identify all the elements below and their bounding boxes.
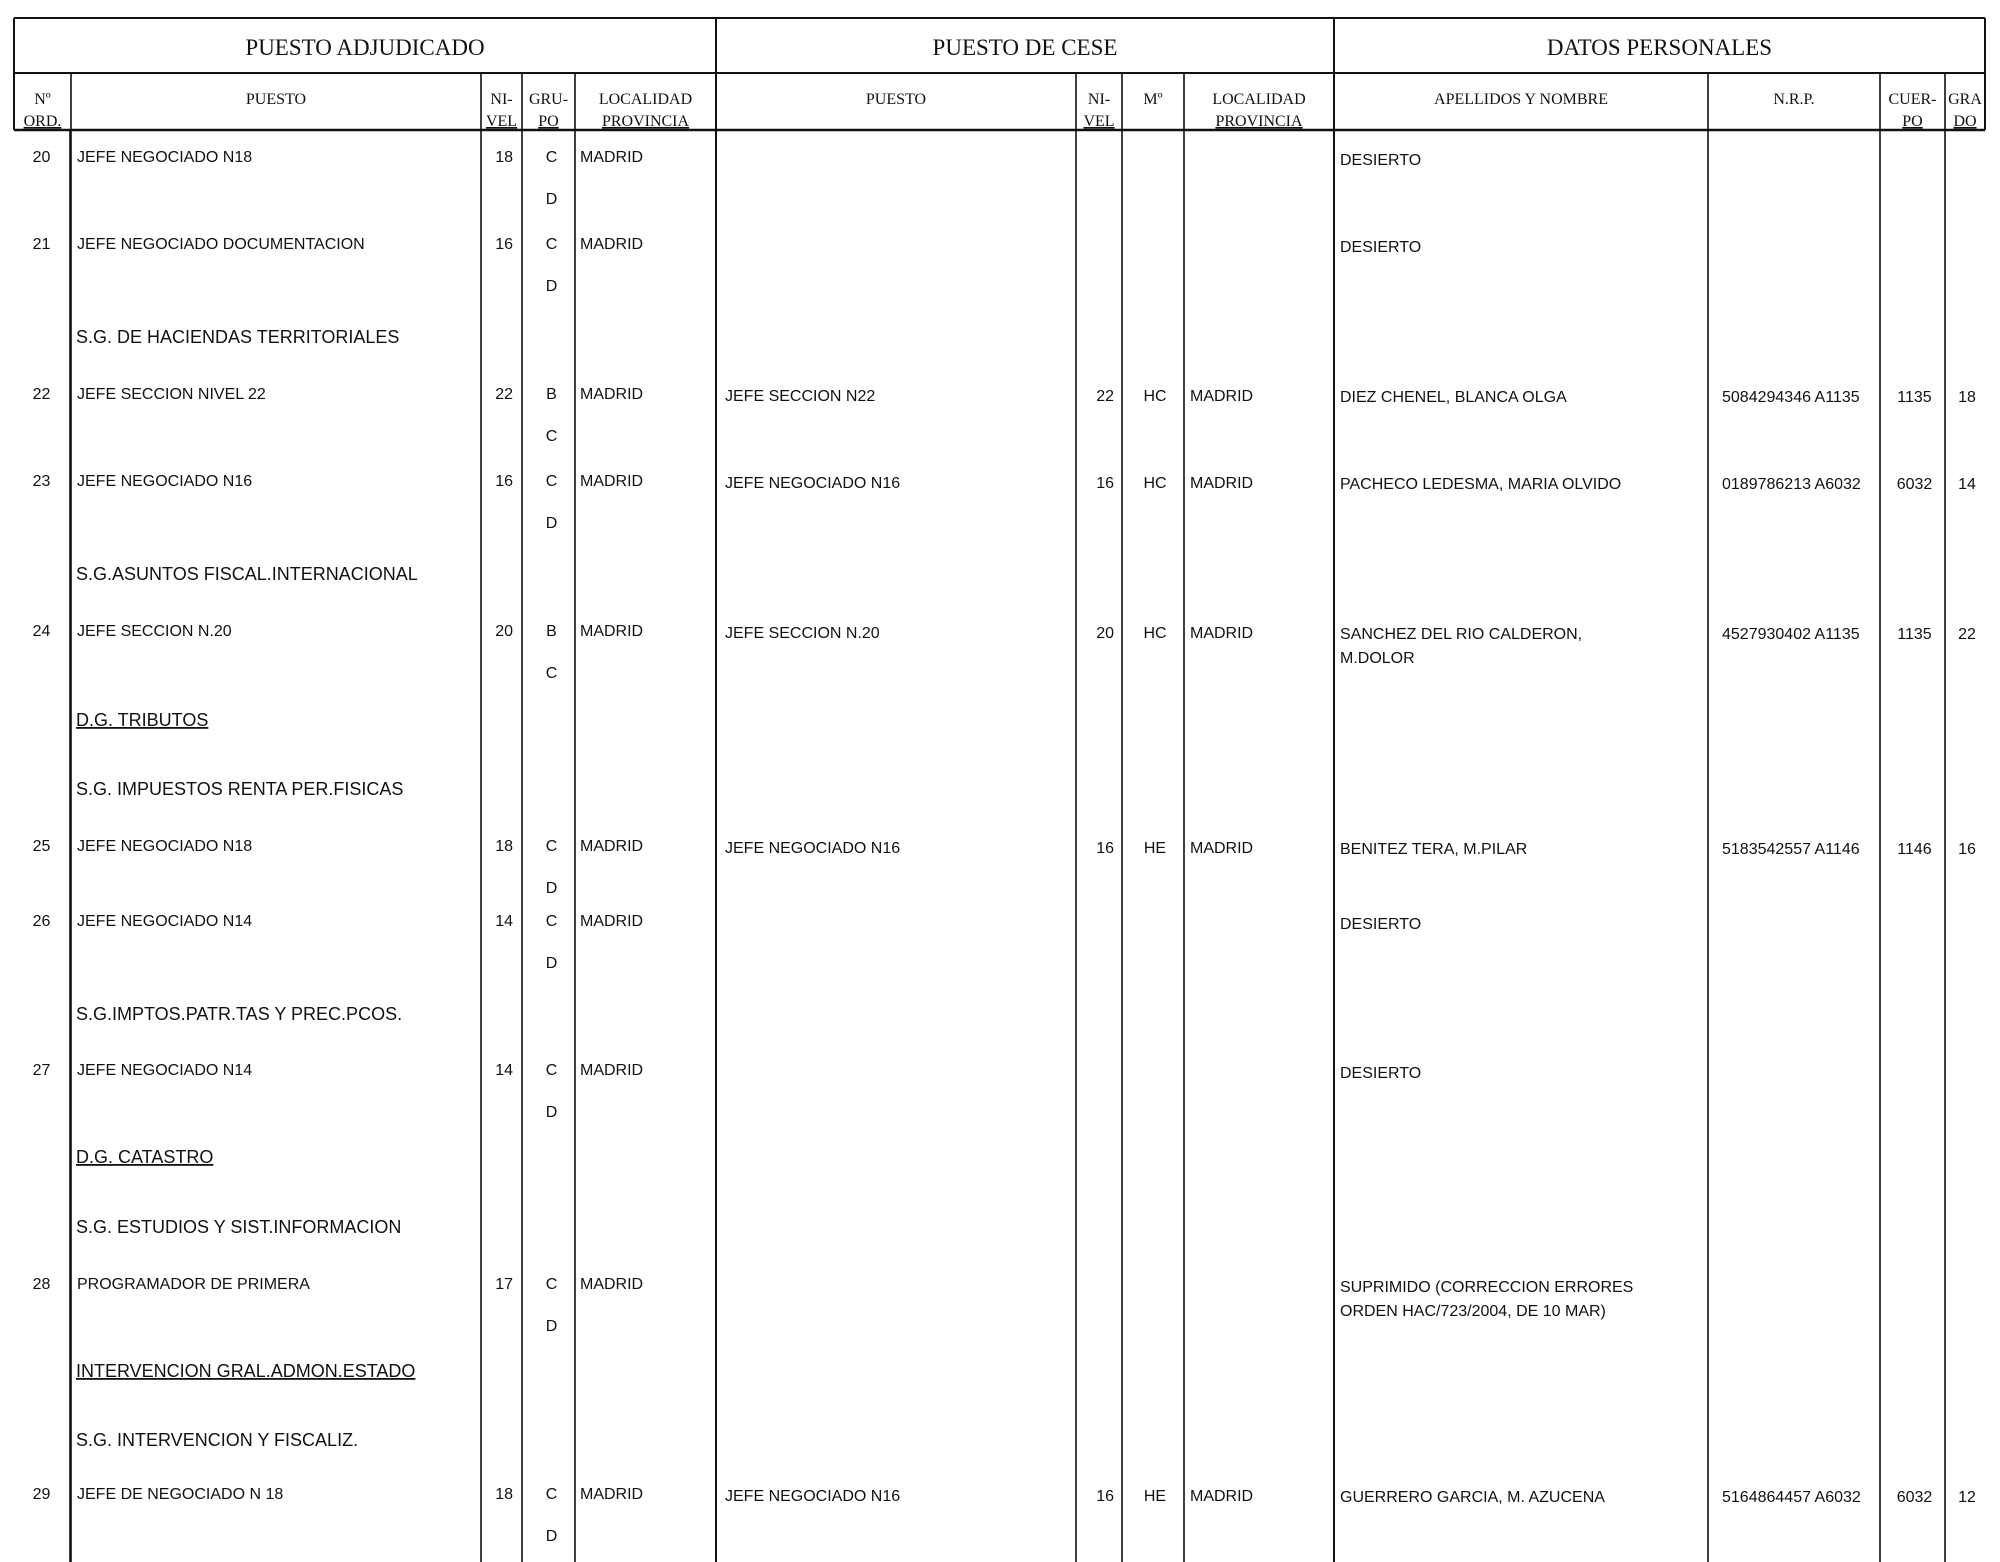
entry-puesto: JEFE NEGOCIADO DOCUMENTACION (77, 236, 365, 253)
column-header-cese_localidad: PROVINCIA (1215, 113, 1303, 130)
entry-cese-localidad: MADRID (1190, 475, 1254, 492)
entry-localidad: MADRID (580, 149, 644, 166)
entry-nombre: BENITEZ TERA, M.PILAR (1340, 841, 1528, 858)
entry-grupo: D (545, 880, 558, 897)
entry-localidad: MADRID (580, 473, 644, 490)
section-subheading: S.G.ASUNTOS FISCAL.INTERNACIONAL (76, 564, 418, 584)
entry-nrp: 5164864457 A6032 (1722, 1489, 1861, 1506)
entry-grupo: C (545, 236, 558, 253)
entry-number: 21 (32, 236, 51, 253)
entry-nombre: DESIERTO (1340, 916, 1422, 933)
column-header-grupo: PO (538, 113, 559, 130)
entry-number: 23 (32, 473, 51, 490)
entry-cuerpo: 6032 (1896, 1489, 1933, 1506)
entry-cese-puesto: JEFE SECCION N.20 (725, 625, 880, 642)
entry-puesto: JEFE SECCION NIVEL 22 (77, 386, 266, 403)
column-header-localidad: LOCALIDAD (598, 91, 693, 108)
entry-localidad: MADRID (580, 236, 644, 253)
entry-grupo: B (546, 386, 557, 403)
section-title-cese: PUESTO DE CESE (932, 35, 1118, 60)
table-header (24, 35, 1983, 130)
entry-grupo: D (545, 191, 558, 208)
entry-nivel: 18 (495, 838, 513, 855)
entry-puesto: JEFE NEGOCIADO N14 (77, 913, 253, 930)
entry-cese-m: HC (1143, 625, 1167, 642)
entry-puesto: JEFE NEGOCIADO N18 (77, 838, 253, 855)
entry-puesto: JEFE DE NEGOCIADO N 18 (77, 1486, 284, 1503)
section-subheading: S.G.IMPTOS.PATR.TAS Y PREC.PCOS. (76, 1004, 403, 1024)
entry-nombre: PACHECO LEDESMA, MARIA OLVIDO (1340, 476, 1622, 493)
entry-puesto: JEFE NEGOCIADO N16 (77, 473, 253, 490)
entry-grado: 14 (1958, 476, 1976, 493)
column-header-nivel: NI- (490, 91, 513, 108)
column-header-cuerpo: CUER- (1888, 91, 1937, 108)
entry-cese-nivel: 20 (1096, 625, 1114, 642)
entry-grupo: C (545, 149, 558, 166)
entry-grupo: D (545, 955, 558, 972)
entry-nombre: SUPRIMIDO (CORRECCION ERRORES (1340, 1279, 1634, 1296)
entry-cese-localidad: MADRID (1190, 1488, 1254, 1505)
entry-nivel: 14 (495, 1062, 513, 1079)
entry-nombre: DESIERTO (1340, 239, 1422, 256)
entry-nrp: 0189786213 A6032 (1722, 476, 1861, 493)
column-header-num: Nº (34, 91, 51, 108)
entry-cese-nivel: 22 (1096, 388, 1114, 405)
entry-grupo: C (545, 1486, 558, 1503)
entry-cese-m: HE (1143, 840, 1167, 857)
entry-number: 24 (32, 623, 51, 640)
entry-puesto: JEFE NEGOCIADO N18 (77, 149, 253, 166)
section-subheading: S.G. DE HACIENDAS TERRITORIALES (76, 327, 400, 347)
column-header-grupo: GRU- (528, 91, 569, 108)
column-header-grado: DO (1953, 113, 1977, 130)
entry-grupo: D (545, 515, 558, 532)
entry-nombre: ORDEN HAC/723/2004, DE 10 MAR) (1340, 1303, 1606, 1320)
entry-cese-puesto: JEFE SECCION N22 (725, 388, 876, 405)
entry-number: 27 (32, 1062, 51, 1079)
entry-cuerpo: 1135 (1897, 389, 1932, 406)
column-header-grado: GRA (1948, 91, 1982, 108)
entry-cese-nivel: 16 (1096, 475, 1114, 492)
column-header-localidad: PROVINCIA (601, 113, 690, 130)
entry-nivel: 20 (495, 623, 513, 640)
section-subheading: S.G. IMPUESTOS RENTA PER.FISICAS (76, 779, 404, 799)
column-header-cese_nivel: VEL (1083, 113, 1115, 130)
entry-cuerpo: 6032 (1896, 476, 1933, 493)
entry-nivel: 16 (495, 473, 513, 490)
entry-puesto: PROGRAMADOR DE PRIMERA (77, 1276, 310, 1293)
entry-number: 20 (32, 149, 51, 166)
entry-grado: 16 (1958, 841, 1976, 858)
entry-cuerpo: 1135 (1897, 626, 1932, 643)
entry-localidad: MADRID (580, 623, 644, 640)
entry-cese-m: HC (1143, 388, 1167, 405)
entry-grupo: C (545, 913, 558, 930)
column-header-cese_nivel: NI- (1087, 91, 1111, 108)
entry-grupo: C (545, 1276, 558, 1293)
entry-grado: 22 (1958, 626, 1976, 643)
entry-grado: 12 (1958, 1489, 1976, 1506)
entry-puesto: JEFE NEGOCIADO N14 (77, 1062, 253, 1079)
entry-cese-localidad: MADRID (1190, 625, 1254, 642)
entry-cese-puesto: JEFE NEGOCIADO N16 (725, 475, 901, 492)
entry-nivel: 14 (495, 913, 513, 930)
entry-cese-puesto: JEFE NEGOCIADO N16 (725, 840, 901, 857)
entry-grupo: B (546, 623, 557, 640)
entry-cese-localidad: MADRID (1190, 840, 1254, 857)
entry-nombre: DIEZ CHENEL, BLANCA OLGA (1340, 389, 1567, 406)
entry-nombre: SANCHEZ DEL RIO CALDERON, (1340, 626, 1583, 643)
entry-cese-puesto: JEFE NEGOCIADO N16 (725, 1488, 901, 1505)
entry-cese-m: HE (1143, 1488, 1167, 1505)
entry-number: 22 (32, 386, 51, 403)
entry-nombre: DESIERTO (1340, 152, 1422, 169)
section-subheading: INTERVENCION GRAL.ADMON.ESTADO (76, 1361, 416, 1381)
entry-grupo: D (545, 278, 558, 295)
entry-number: 26 (32, 913, 51, 930)
column-header-num: ORD. (23, 113, 62, 130)
entry-localidad: MADRID (580, 913, 644, 930)
entry-nivel: 16 (495, 236, 513, 253)
entry-nrp: 5084294346 A1135 (1722, 389, 1860, 406)
entry-grupo: D (545, 1104, 558, 1121)
section-subheading: S.G. INTERVENCION Y FISCALIZ. (76, 1430, 359, 1450)
column-header-apellidos: APELLIDOS Y NOMBRE (1434, 91, 1608, 108)
entry-puesto: JEFE SECCION N.20 (77, 623, 232, 640)
entry-nrp: 4527930402 A1135 (1722, 626, 1860, 643)
entry-number: 29 (32, 1486, 51, 1503)
entry-nivel: 18 (495, 1486, 513, 1503)
entry-grupo: C (545, 473, 558, 490)
column-header-nivel: VEL (485, 113, 518, 130)
entry-nivel: 17 (495, 1276, 513, 1293)
entry-grupo: D (545, 1318, 558, 1335)
entry-nivel: 22 (495, 386, 513, 403)
entry-localidad: MADRID (580, 1276, 644, 1293)
entry-cese-nivel: 16 (1096, 840, 1114, 857)
entry-nombre: M.DOLOR (1340, 650, 1415, 667)
entry-grupo: C (545, 1062, 558, 1079)
entry-cese-localidad: MADRID (1190, 388, 1254, 405)
entry-grupo: C (545, 838, 558, 855)
column-header-cese_puesto: PUESTO (865, 91, 927, 108)
section-subheading: D.G. CATASTRO (76, 1147, 214, 1167)
entry-cese-m: HC (1143, 475, 1167, 492)
entry-nombre: DESIERTO (1340, 1065, 1422, 1082)
column-header-nrp: N.R.P. (1773, 91, 1815, 108)
entry-cuerpo: 1146 (1897, 841, 1932, 858)
entry-grado: 18 (1958, 389, 1976, 406)
table-body (33, 149, 1976, 1545)
entry-number: 25 (32, 838, 51, 855)
entry-nrp: 5183542557 A1146 (1722, 841, 1860, 858)
entry-localidad: MADRID (580, 838, 644, 855)
section-subheading: D.G. TRIBUTOS (76, 710, 209, 730)
entry-grupo: C (545, 428, 558, 445)
column-header-cese_localidad: LOCALIDAD (1212, 91, 1306, 108)
entry-number: 28 (32, 1276, 51, 1293)
entry-cese-nivel: 16 (1096, 1488, 1114, 1505)
entry-nombre: GUERRERO GARCIA, M. AZUCENA (1340, 1489, 1605, 1506)
entry-localidad: MADRID (580, 1062, 644, 1079)
entry-localidad: MADRID (580, 386, 644, 403)
entry-localidad: MADRID (580, 1486, 644, 1503)
section-subheading: S.G. ESTUDIOS Y SIST.INFORMACION (76, 1217, 402, 1237)
section-title-personales: DATOS PERSONALES (1546, 35, 1773, 60)
column-header-cuerpo: PO (1902, 113, 1923, 130)
entry-grupo: C (545, 665, 558, 682)
section-title-adjudicado: PUESTO ADJUDICADO (245, 35, 485, 60)
entry-nivel: 18 (495, 149, 513, 166)
entry-grupo: D (545, 1528, 558, 1545)
column-header-puesto: PUESTO (245, 91, 307, 108)
column-header-cese_m: Mº (1143, 91, 1163, 108)
